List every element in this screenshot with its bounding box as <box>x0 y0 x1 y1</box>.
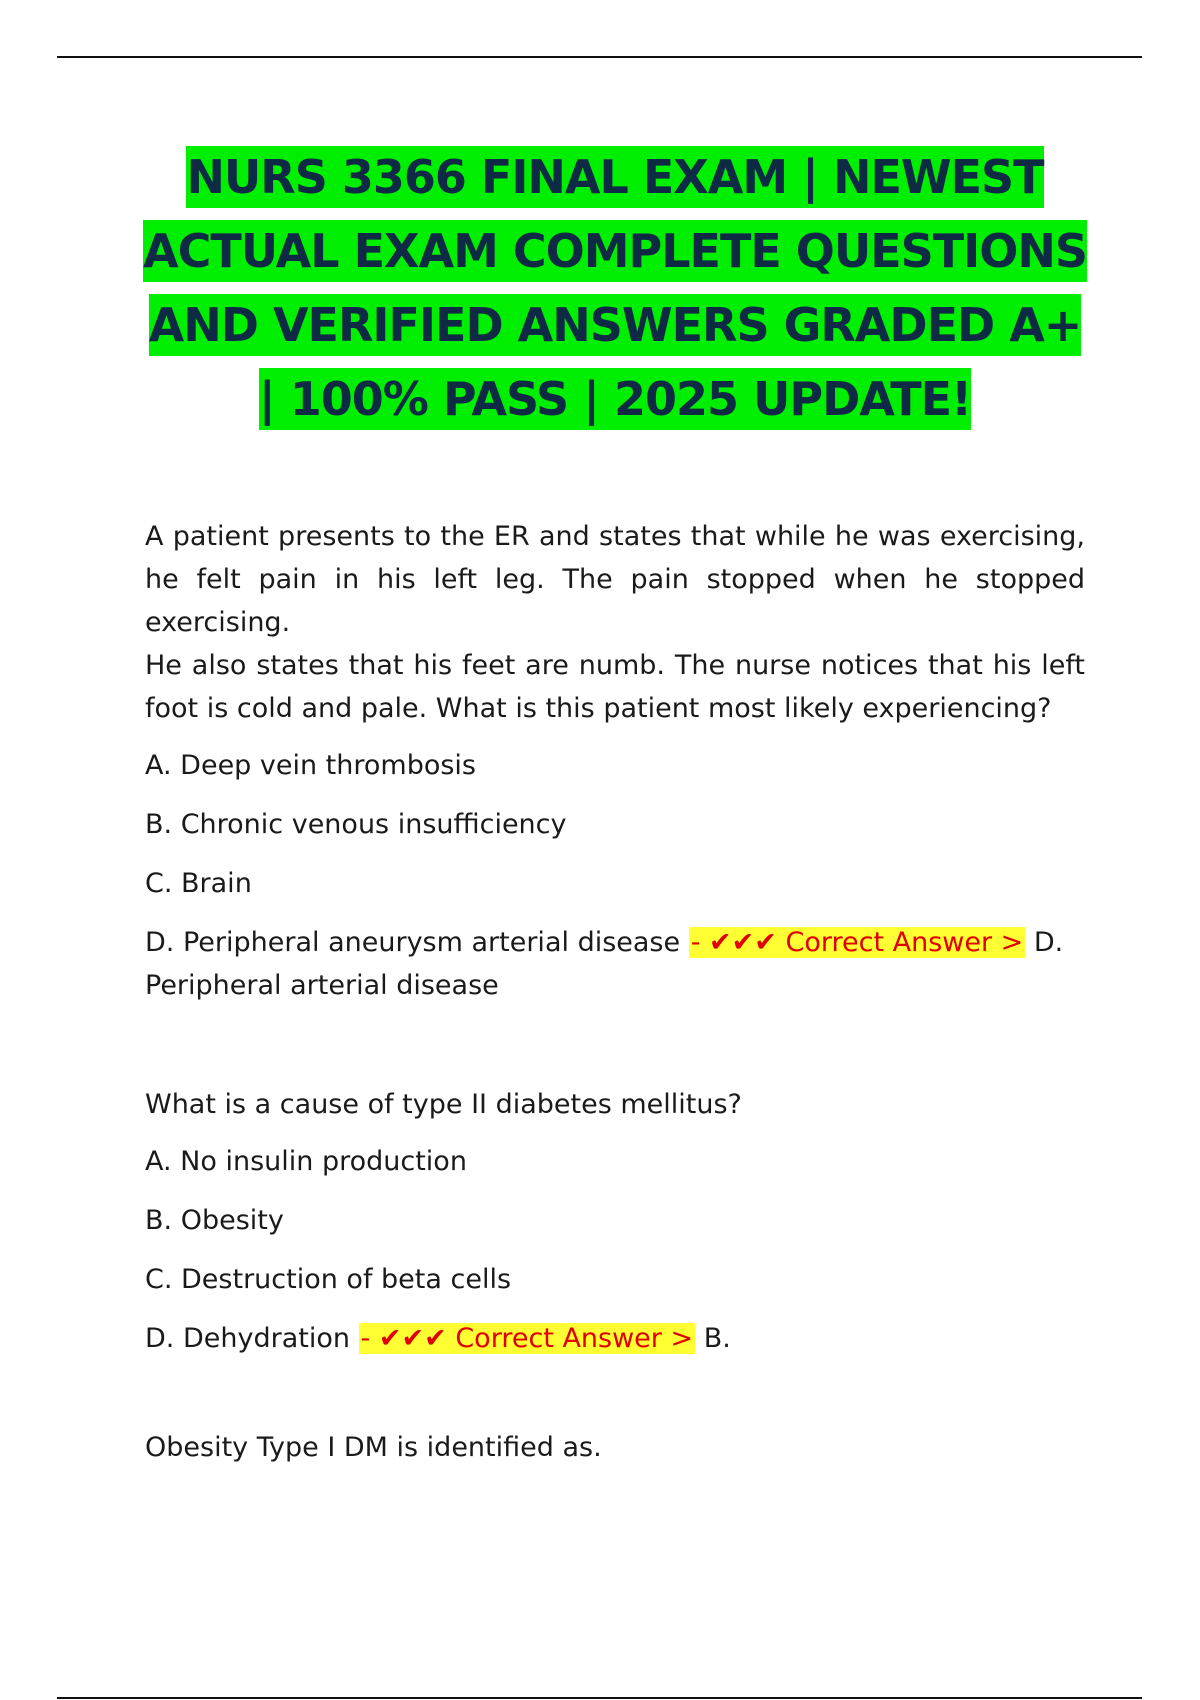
title-line-1: NURS 3366 FINAL EXAM | NEWEST <box>186 146 1043 208</box>
question-3 <box>145 1426 1085 1469</box>
question-1-option-a: A. Deep vein thrombosis <box>145 750 477 781</box>
question-2-option-b: B. Obesity <box>145 1205 284 1236</box>
question-2-answer-value: B. <box>703 1323 731 1354</box>
question-1-option-d <box>145 921 1085 1007</box>
question-3-stem: Obesity Type I DM is identified as. <box>145 1432 602 1463</box>
question-2-option-a: A. No insulin production <box>145 1146 467 1177</box>
question-1-stem-part-1: A patient presents to the ER and states that while he was exercising, he felt pain in his left leg. The pain stopped when he stopped exercising. <box>145 521 1085 638</box>
question-1-stem-part-2: He also states that his feet are numb. The nurse notices that his left foot is cold and pale. What is this patient most likely experiencing? <box>145 650 1085 724</box>
title-line-3: AND VERIFIED ANSWERS GRADED A+ <box>149 294 1082 356</box>
question-1-answer-marker: - ✔✔✔ Correct Answer > <box>690 927 1024 958</box>
question-1-option-d-text: D. Peripheral aneurysm arterial disease <box>145 927 681 958</box>
bottom-rule <box>57 1697 1142 1699</box>
question-1-answer-value: D. Peripheral arterial disease <box>145 927 1064 1001</box>
question-1-option-c: C. Brain <box>145 868 252 899</box>
question-2 <box>145 1083 1085 1360</box>
question-2-answer-marker: - ✔✔✔ Correct Answer > <box>360 1323 694 1354</box>
document-body <box>145 515 1085 1469</box>
title-line-4: | 100% PASS | 2025 UPDATE! <box>259 368 971 430</box>
top-rule <box>57 56 1142 58</box>
question-2-option-d <box>145 1317 1085 1360</box>
title-line-2: ACTUAL EXAM COMPLETE QUESTIONS <box>143 220 1087 282</box>
question-2-option-c: C. Destruction of beta cells <box>145 1264 512 1295</box>
document-title <box>120 140 1110 436</box>
question-2-option-d-text: D. Dehydration <box>145 1323 350 1354</box>
question-1 <box>145 515 1085 1007</box>
question-2-stem: What is a cause of type II diabetes mellitus? <box>145 1089 742 1120</box>
question-1-option-b: B. Chronic venous insufficiency <box>145 809 567 840</box>
